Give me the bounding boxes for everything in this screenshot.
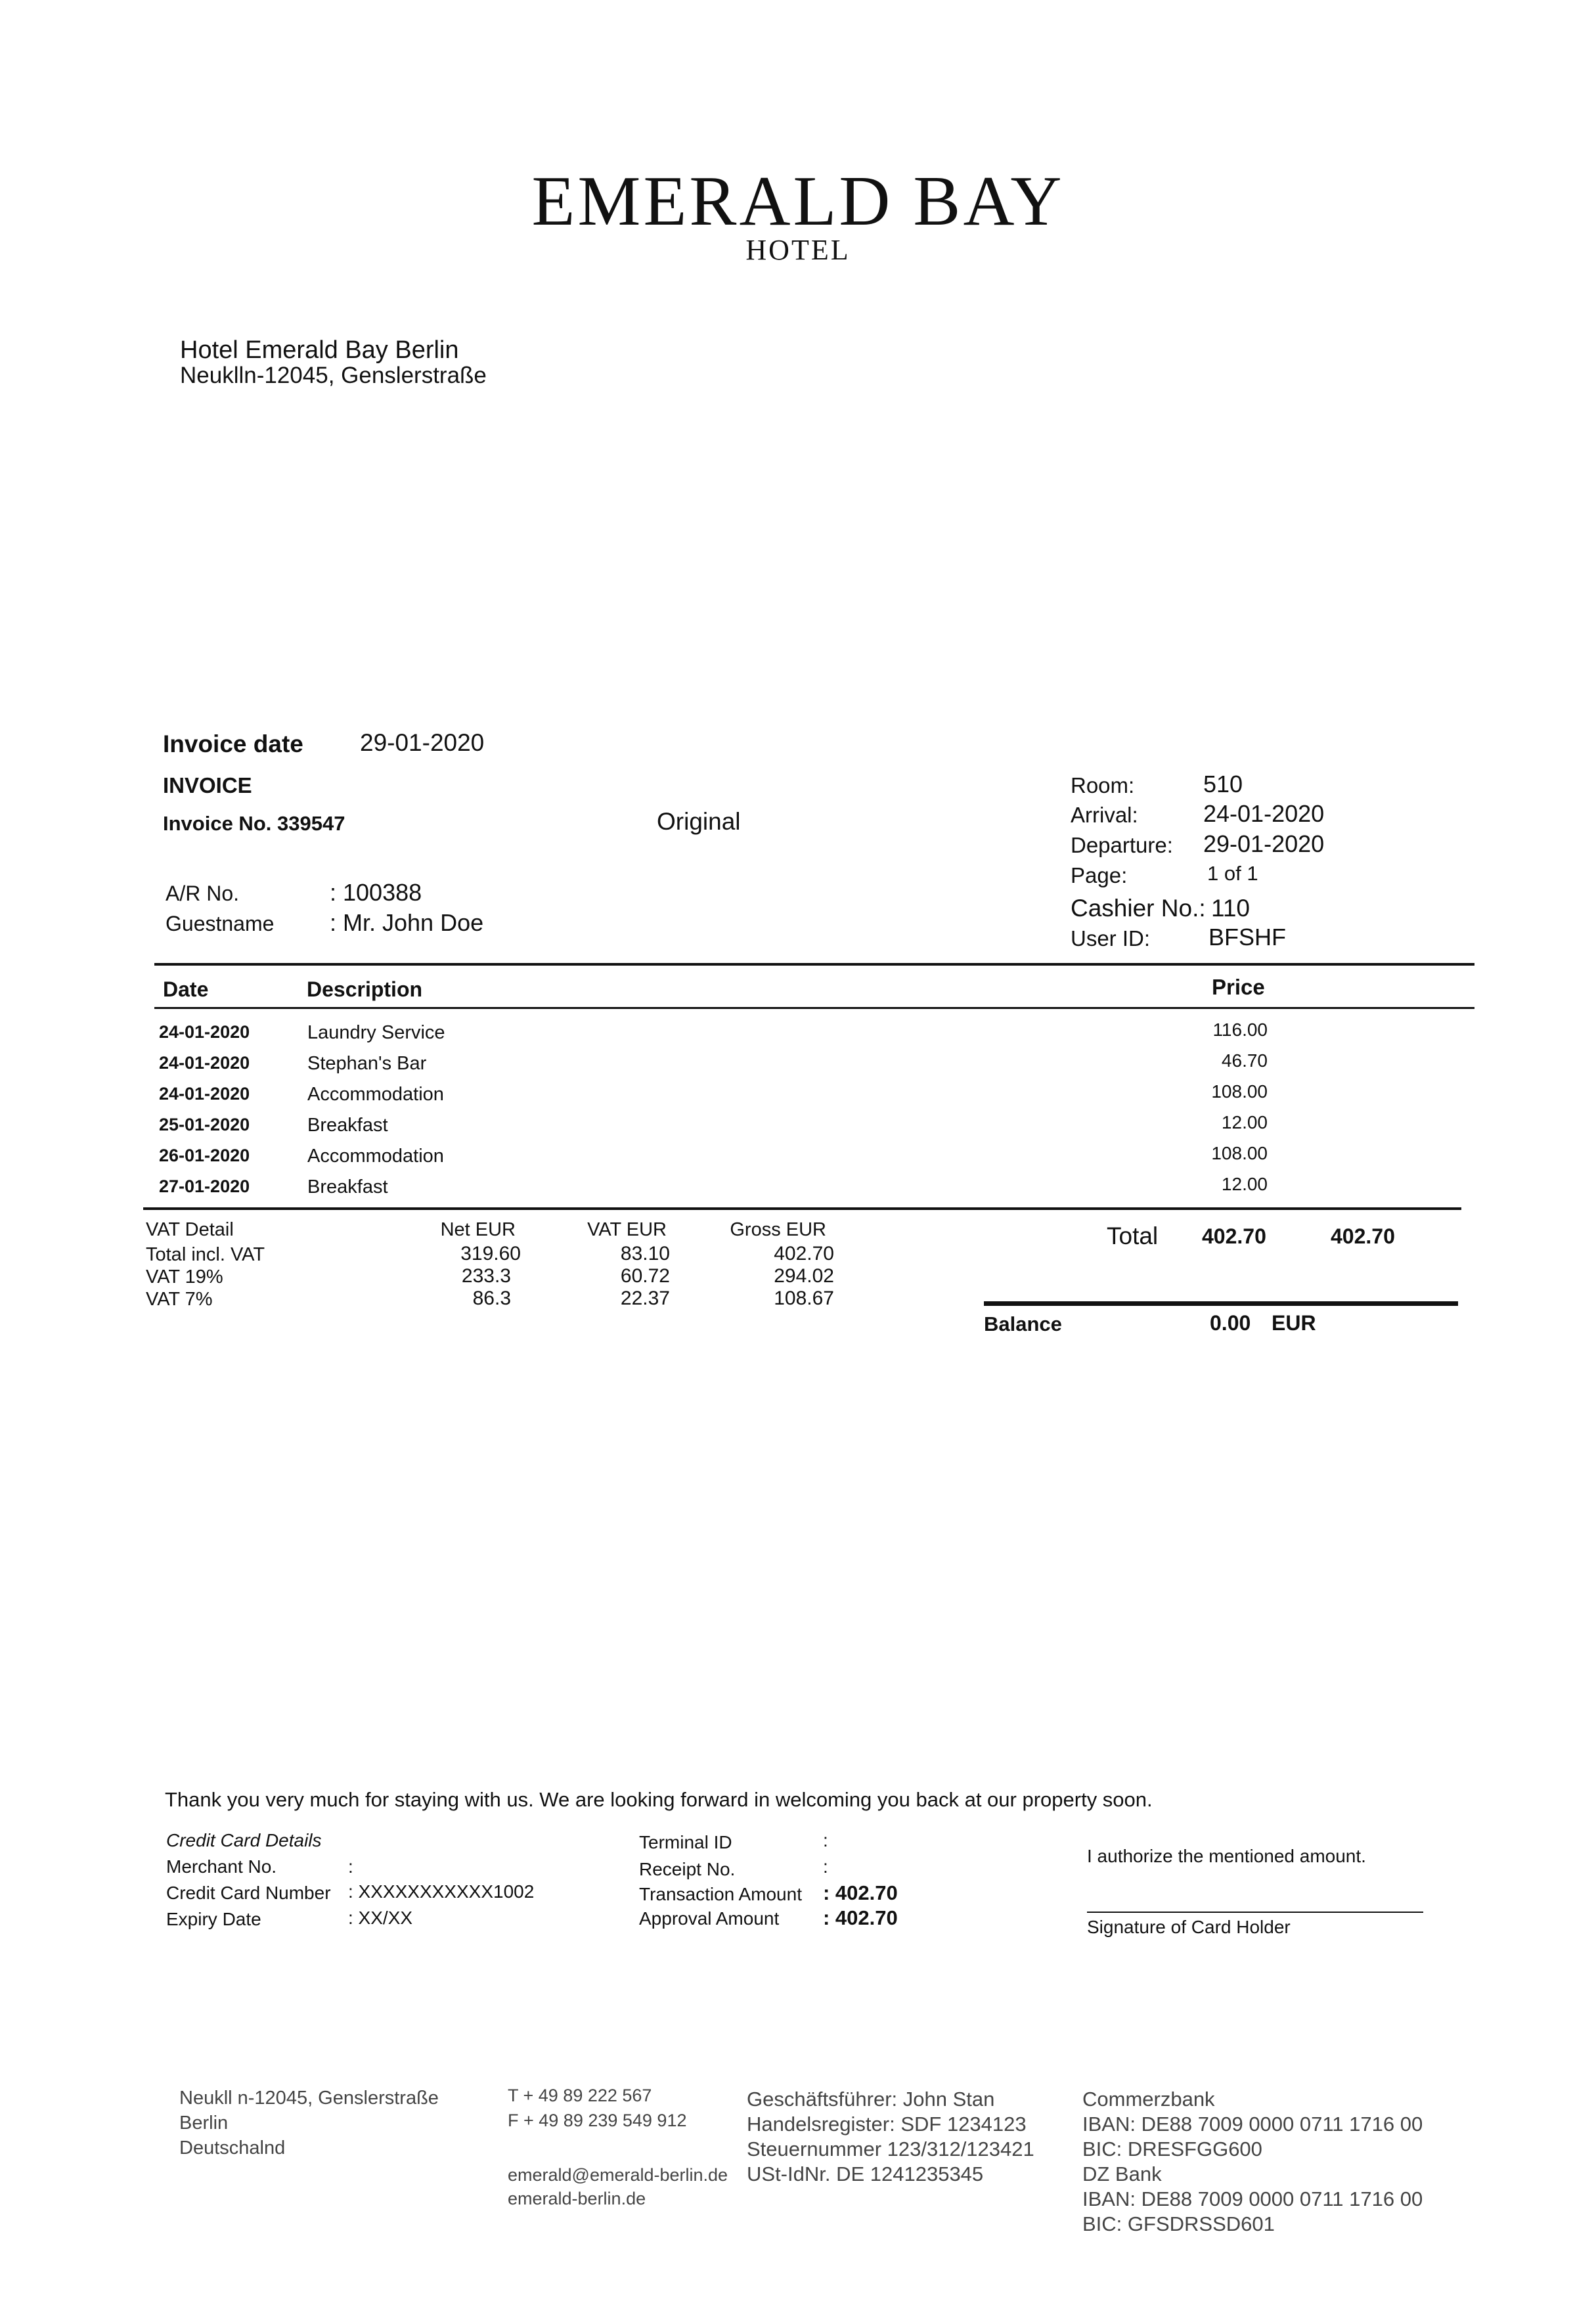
- invoice-date-value: 29-01-2020: [360, 729, 485, 756]
- merchant-value: :: [348, 1856, 353, 1877]
- footer-bank-line: IBAN: DE88 7009 0000 0711 1716 00: [1082, 2113, 1423, 2136]
- hotel-address-line1: Hotel Emerald Bay Berlin: [180, 336, 459, 364]
- ar-value: : 100388: [330, 879, 422, 906]
- balance-currency: EUR: [1272, 1311, 1316, 1335]
- table-bottom-rule: [143, 1207, 1461, 1210]
- vat-row-net: 319.60: [460, 1243, 521, 1264]
- transaction-label: Transaction Amount: [639, 1884, 802, 1904]
- hotel-logo-name: EMERALD BAY: [531, 162, 1065, 240]
- terminal-label: Terminal ID: [639, 1832, 732, 1852]
- table-row: [0, 1143, 1596, 1176]
- row-date: 25-01-2020: [159, 1115, 250, 1134]
- total-value-1: 402.70: [1202, 1224, 1266, 1248]
- card-details-heading: Credit Card Details: [166, 1830, 322, 1850]
- row-date: 27-01-2020: [159, 1176, 250, 1196]
- transaction-value: : 402.70: [823, 1881, 898, 1904]
- table-row: [0, 1081, 1596, 1114]
- cashier-label: Cashier No.:: [1071, 895, 1206, 922]
- row-date: 24-01-2020: [159, 1084, 250, 1104]
- row-description: Laundry Service: [307, 1022, 445, 1043]
- hotel-logo-subtitle: HOTEL: [745, 234, 851, 266]
- vat-row-label: VAT 7%: [146, 1289, 213, 1310]
- row-price: 12.00: [1221, 1174, 1268, 1194]
- authorize-note: I authorize the mentioned amount.: [1087, 1846, 1366, 1866]
- merchant-label: Merchant No.: [166, 1856, 277, 1877]
- table-row: [0, 1050, 1596, 1083]
- invoice-date-label: Invoice date: [163, 730, 303, 757]
- row-price: 108.00: [1211, 1081, 1268, 1102]
- row-date: 24-01-2020: [159, 1022, 250, 1042]
- vat-row-net: 86.3: [472, 1287, 511, 1309]
- vat-row-gross: 108.67: [774, 1287, 834, 1309]
- col-header-date: Date: [163, 977, 209, 1001]
- vat-row-label: VAT 19%: [146, 1266, 223, 1287]
- footer-fax: F + 49 89 239 549 912: [508, 2111, 687, 2130]
- thank-you-note: Thank you very much for staying with us. We are looking forward in welcoming you back at our property soon.: [165, 1788, 1153, 1811]
- col-header-price: Price: [1212, 975, 1265, 999]
- footer-registry-line: Steuernummer 123/312/123421: [747, 2137, 1034, 2160]
- page-value: 1 of 1: [1207, 862, 1258, 885]
- approval-label: Approval Amount: [639, 1908, 780, 1929]
- balance-value: 0.00: [1210, 1311, 1251, 1335]
- signature-line: [1087, 1912, 1423, 1913]
- row-price: 108.00: [1211, 1143, 1268, 1163]
- room-value: 510: [1203, 771, 1243, 797]
- table-row: [0, 1019, 1596, 1052]
- footer-registry-line: USt-IdNr. DE 1241235345: [747, 2162, 984, 2185]
- user-id-value: BFSHF: [1208, 924, 1287, 951]
- footer-address-line: Deutschalnd: [179, 2137, 286, 2159]
- total-value-2: 402.70: [1331, 1224, 1395, 1248]
- footer-website: emerald-berlin.de: [508, 2189, 646, 2208]
- vat-row-gross: 402.70: [774, 1243, 834, 1264]
- row-date: 26-01-2020: [159, 1146, 250, 1165]
- footer-bank-line: BIC: GFSDRSSD601: [1082, 2212, 1275, 2235]
- guestname-label: Guestname: [166, 912, 275, 935]
- row-description: Stephan's Bar: [307, 1053, 427, 1074]
- vat-row-vat: 83.10: [620, 1243, 670, 1264]
- footer-bank-line: IBAN: DE88 7009 0000 0711 1716 00: [1082, 2187, 1423, 2210]
- vat-row-gross: 294.02: [774, 1265, 834, 1287]
- col-header-description: Description: [307, 977, 423, 1001]
- balance-rule: [984, 1301, 1458, 1306]
- vat-row-vat: 22.37: [620, 1287, 670, 1309]
- footer-bank-line: Commerzbank: [1082, 2088, 1215, 2111]
- footer-registry-line: Geschäftsführer: John Stan: [747, 2088, 995, 2111]
- table-top-rule: [154, 963, 1474, 966]
- footer-address-line: Neukll n-12045, Genslerstraße: [179, 2088, 439, 2109]
- cashier-value: 110: [1211, 895, 1250, 922]
- room-label: Room:: [1071, 773, 1135, 797]
- table-row: [0, 1112, 1596, 1145]
- table-header-rule: [154, 1007, 1474, 1009]
- vat-row: [0, 1287, 920, 1310]
- vat-row: [0, 1265, 920, 1287]
- row-description: Accommodation: [307, 1146, 444, 1167]
- invoice-number-value: 339547: [277, 812, 345, 835]
- row-description: Breakfast: [307, 1115, 388, 1136]
- invoice-copy-label: Original: [657, 808, 741, 835]
- invoice-number-label: Invoice No.: [163, 812, 272, 835]
- vat-header-label: VAT Detail: [146, 1219, 234, 1240]
- invoice-title: INVOICE: [163, 773, 252, 797]
- row-description: Accommodation: [307, 1084, 444, 1105]
- hotel-address-line2: Neuklln-12045, Genslerstraße: [180, 363, 487, 388]
- footer-phone: T + 49 89 222 567: [508, 2086, 652, 2105]
- total-label: Total: [1107, 1222, 1159, 1249]
- vat-row-vat: 60.72: [620, 1265, 670, 1287]
- row-price: 116.00: [1212, 1019, 1268, 1040]
- row-price: 12.00: [1221, 1112, 1268, 1132]
- signature-label: Signature of Card Holder: [1087, 1917, 1291, 1937]
- row-price: 46.70: [1221, 1050, 1268, 1071]
- departure-label: Departure:: [1071, 833, 1173, 857]
- user-id-label: User ID:: [1071, 926, 1151, 951]
- receipt-label: Receipt No.: [639, 1859, 736, 1879]
- guestname-value: : Mr. John Doe: [330, 909, 484, 936]
- footer-registry-line: Handelsregister: SDF 1234123: [747, 2113, 1027, 2136]
- expiry-label: Expiry Date: [166, 1909, 261, 1929]
- page-label: Page:: [1071, 863, 1128, 887]
- vat-row-label: Total incl. VAT: [146, 1244, 265, 1265]
- vat-header-net: Net EUR: [440, 1219, 516, 1240]
- row-description: Breakfast: [307, 1176, 388, 1197]
- receipt-value: :: [823, 1856, 828, 1877]
- footer-address-line: Berlin: [179, 2113, 229, 2134]
- arrival-label: Arrival:: [1071, 803, 1138, 827]
- invoice-number: [163, 812, 345, 836]
- footer-email: emerald@emerald-berlin.de: [508, 2165, 728, 2185]
- ar-label: A/R No.: [166, 882, 240, 905]
- balance-label: Balance: [984, 1312, 1062, 1335]
- footer-bank-line: DZ Bank: [1082, 2162, 1162, 2185]
- footer-bank-line: BIC: DRESFGG600: [1082, 2137, 1262, 2160]
- approval-value: : 402.70: [823, 1906, 898, 1929]
- row-date: 24-01-2020: [159, 1053, 250, 1073]
- card-number-value: : XXXXXXXXXXX1002: [348, 1881, 535, 1902]
- card-number-label: Credit Card Number: [166, 1883, 331, 1903]
- table-row: [0, 1176, 1596, 1207]
- vat-header-gross: Gross EUR: [730, 1219, 826, 1240]
- vat-row-net: 233.3: [461, 1265, 511, 1287]
- departure-value: 29-01-2020: [1203, 830, 1325, 857]
- arrival-value: 24-01-2020: [1203, 800, 1325, 827]
- expiry-value: : XX/XX: [348, 1908, 413, 1928]
- vat-header-vat: VAT EUR: [587, 1219, 667, 1240]
- vat-row: [0, 1243, 920, 1265]
- terminal-value: :: [823, 1830, 828, 1850]
